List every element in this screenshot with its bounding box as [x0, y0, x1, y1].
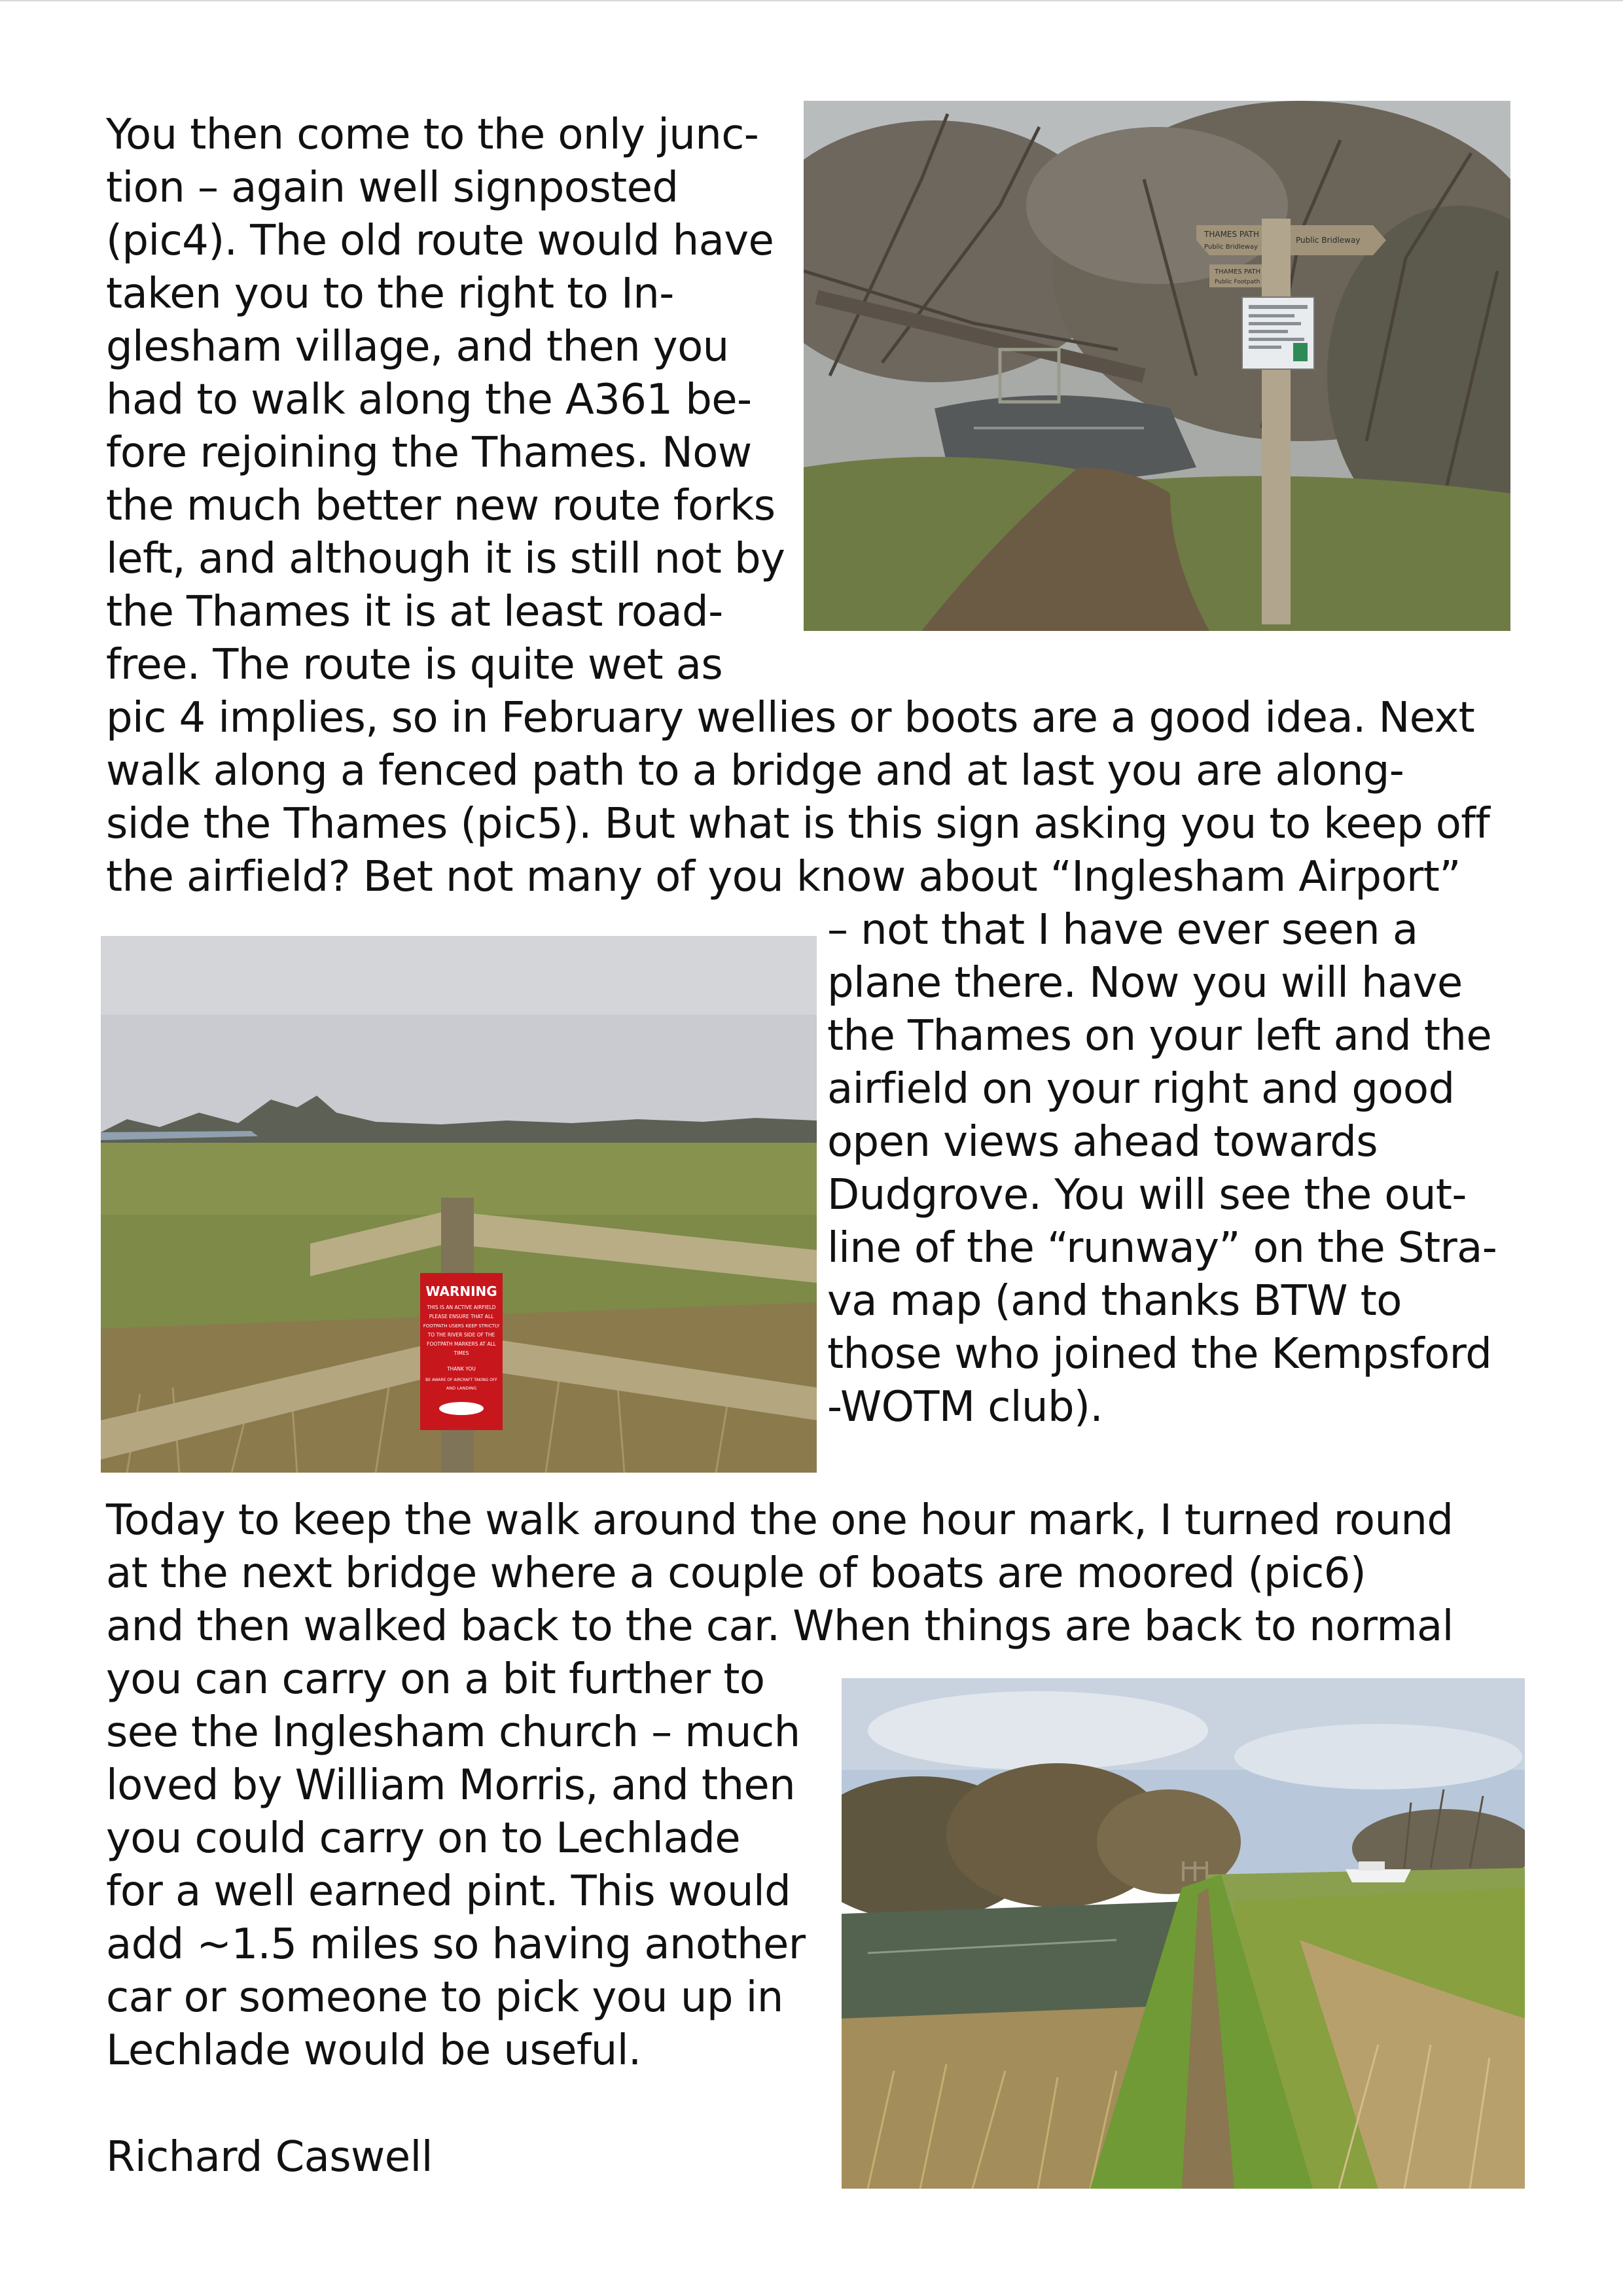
text-line: Lechlade would be useful.	[106, 2026, 641, 2075]
warning-sign-text: AND LANDING	[446, 1386, 477, 1391]
author-signature: Richard Caswell	[106, 2133, 433, 2181]
warning-sign-text: FOOTPATH MARKERS AT ALL	[427, 1341, 496, 1347]
text-line: walk along a fenced path to a bridge and at last you are along-	[106, 747, 1404, 795]
photo-river-path-boat	[842, 1678, 1525, 2189]
photo-signpost-junction	[804, 101, 1510, 631]
warning-sign-text: FOOTPATH USERS KEEP STRICTLY	[423, 1323, 500, 1329]
text-line: fore rejoining the Thames. Now	[106, 429, 752, 477]
text-line: those who joined the Kempsford	[827, 1330, 1492, 1378]
warning-sign-text: TIMES	[454, 1350, 469, 1356]
text-line: glesham village, and then you	[106, 323, 729, 371]
text-line: airfield on your right and good	[827, 1065, 1455, 1113]
text-line: – not that I have ever seen a	[827, 906, 1418, 954]
warning-sign-text: PLEASE ENSURE THAT ALL	[429, 1314, 494, 1319]
text-line: the Thames on your left and the	[827, 1012, 1492, 1060]
text-line: plane there. Now you will have	[827, 959, 1463, 1007]
text-line: line of the “runway” on the Stra-	[827, 1224, 1497, 1272]
text-line: you can carry on a bit further to	[106, 1655, 765, 1704]
text-line: add ~1.5 miles so having another	[106, 1920, 806, 1969]
aircraft-icon	[439, 1402, 484, 1415]
text-line: taken you to the right to In-	[106, 270, 674, 318]
text-line: loved by William Morris, and then	[106, 1761, 796, 1810]
warning-sign-text: BE AWARE OF AIRCRAFT TAKING OFF	[425, 1378, 497, 1382]
warning-sign-text: WARNING	[425, 1283, 497, 1299]
text-line: the Thames it is at least road-	[106, 588, 723, 636]
text-line: Today to keep the walk around the one hour mark, I turned round	[106, 1496, 1454, 1545]
text-line: and then walked back to the car. When things are back to normal	[106, 1602, 1454, 1651]
text-line: the much better new route forks	[106, 482, 776, 530]
text-line: car or someone to pick you up in	[106, 1973, 783, 2022]
text-line: you could carry on to Lechlade	[106, 1814, 741, 1863]
text-line: Dudgrove. You will see the out-	[827, 1171, 1467, 1219]
text-line: free. The route is quite wet as	[106, 641, 723, 689]
pic4-sign-text: Public Bridleway	[1204, 243, 1258, 251]
page-top-rule	[0, 0, 1623, 1]
warning-sign-text: THANK YOU	[447, 1366, 476, 1372]
pic4-sign-text: THAMES PATH	[1215, 268, 1261, 276]
pic4-sign-text: Public Footpath	[1215, 279, 1260, 285]
photo-airfield-warning-sign	[101, 936, 817, 1473]
text-line: va map (and thanks BTW to	[827, 1277, 1402, 1325]
text-line: had to walk along the A361 be-	[106, 376, 752, 424]
text-line: (pic4). The old route would have	[106, 217, 774, 265]
text-line: -WOTM club).	[827, 1383, 1103, 1431]
warning-sign-text: THIS IS AN ACTIVE AIRFIELD	[427, 1304, 496, 1310]
text-line: tion – again well signposted	[106, 164, 679, 212]
pic4-sign-text: Public Bridleway	[1296, 236, 1361, 245]
pic4-sign-text: THAMES PATH	[1204, 230, 1260, 239]
text-line: side the Thames (pic5). But what is this sign asking you to keep off	[106, 800, 1490, 848]
text-line: at the next bridge where a couple of boats are moored (pic6)	[106, 1549, 1366, 1598]
warning-sign-text: TO THE RIVER SIDE OF THE	[427, 1332, 495, 1338]
text-line: for a well earned pint. This would	[106, 1867, 791, 1916]
text-line: open views ahead towards	[827, 1118, 1378, 1166]
text-line: see the Inglesham church – much	[106, 1708, 800, 1757]
text-line: left, and although it is still not by	[106, 535, 785, 583]
text-line: You then come to the only junc-	[106, 111, 759, 159]
text-line: pic 4 implies, so in February wellies or boots are a good idea. Next	[106, 694, 1475, 742]
text-line: the airfield? Bet not many of you know about “Inglesham Airport”	[106, 853, 1461, 901]
